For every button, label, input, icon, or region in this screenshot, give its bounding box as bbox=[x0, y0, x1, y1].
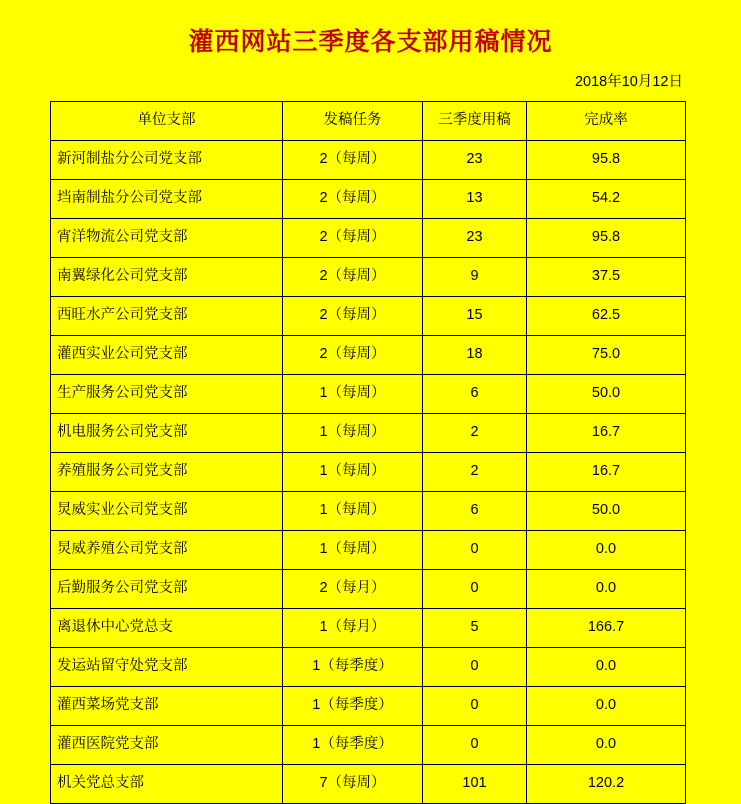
cell-unit: 灌西菜场党支部 bbox=[51, 687, 283, 726]
cell-unit: 发运站留守处党支部 bbox=[51, 648, 283, 687]
table-header-row bbox=[51, 102, 686, 141]
cell-unit: 垱南制盐分公司党支部 bbox=[51, 180, 283, 219]
cell-used: 23 bbox=[423, 141, 527, 180]
cell-used: 5 bbox=[423, 609, 527, 648]
table-row bbox=[51, 375, 686, 414]
cell-task: 1（每月） bbox=[283, 609, 423, 648]
cell-unit: 炅威养殖公司党支部 bbox=[51, 531, 283, 570]
cell-task: 1（每周） bbox=[283, 453, 423, 492]
cell-used: 6 bbox=[423, 492, 527, 531]
table-row bbox=[51, 570, 686, 609]
cell-unit: 灌西实业公司党支部 bbox=[51, 336, 283, 375]
cell-used: 0 bbox=[423, 687, 527, 726]
cell-task: 2（每周） bbox=[283, 258, 423, 297]
cell-used: 13 bbox=[423, 180, 527, 219]
cell-task: 2（每周） bbox=[283, 336, 423, 375]
cell-unit: 炅威实业公司党支部 bbox=[51, 492, 283, 531]
cell-rate: 0.0 bbox=[527, 648, 686, 687]
table-row bbox=[51, 765, 686, 804]
cell-task: 1（每季度） bbox=[283, 726, 423, 765]
cell-task: 2（每周） bbox=[283, 297, 423, 336]
cell-task: 7（每周） bbox=[283, 765, 423, 804]
table-row bbox=[51, 531, 686, 570]
cell-rate: 0.0 bbox=[527, 531, 686, 570]
table-row bbox=[51, 297, 686, 336]
cell-unit: 后勤服务公司党支部 bbox=[51, 570, 283, 609]
table-row bbox=[51, 336, 686, 375]
cell-rate: 95.8 bbox=[527, 141, 686, 180]
cell-used: 15 bbox=[423, 297, 527, 336]
table-row bbox=[51, 180, 686, 219]
cell-task: 1（每季度） bbox=[283, 687, 423, 726]
cell-task: 2（每周） bbox=[283, 180, 423, 219]
cell-used: 101 bbox=[423, 765, 527, 804]
cell-unit: 离退休中心党总支 bbox=[51, 609, 283, 648]
table-row bbox=[51, 453, 686, 492]
table-row bbox=[51, 492, 686, 531]
cell-rate: 50.0 bbox=[527, 492, 686, 531]
cell-task: 1（每周） bbox=[283, 414, 423, 453]
cell-rate: 16.7 bbox=[527, 453, 686, 492]
cell-used: 0 bbox=[423, 648, 527, 687]
cell-used: 23 bbox=[423, 219, 527, 258]
cell-rate: 95.8 bbox=[527, 219, 686, 258]
cell-unit: 新河制盐分公司党支部 bbox=[51, 141, 283, 180]
cell-task: 2（每周） bbox=[283, 141, 423, 180]
cell-rate: 0.0 bbox=[527, 726, 686, 765]
table-row bbox=[51, 141, 686, 180]
cell-rate: 0.0 bbox=[527, 687, 686, 726]
cell-task: 1（每季度） bbox=[283, 648, 423, 687]
table-body bbox=[51, 141, 686, 804]
cell-rate: 37.5 bbox=[527, 258, 686, 297]
cell-rate: 16.7 bbox=[527, 414, 686, 453]
cell-task: 1（每周） bbox=[283, 531, 423, 570]
table-container bbox=[0, 101, 741, 804]
page-title: 灌西网站三季度各支部用稿情况 bbox=[188, 29, 553, 56]
cell-unit: 灌西医院党支部 bbox=[51, 726, 283, 765]
cell-task: 2（每周） bbox=[283, 219, 423, 258]
column-header-used: 三季度用稿 bbox=[423, 102, 527, 141]
cell-rate: 0.0 bbox=[527, 570, 686, 609]
cell-rate: 50.0 bbox=[527, 375, 686, 414]
cell-unit: 机关党总支部 bbox=[51, 765, 283, 804]
table-row bbox=[51, 687, 686, 726]
report-table bbox=[50, 101, 686, 804]
table-row bbox=[51, 726, 686, 765]
cell-rate: 62.5 bbox=[527, 297, 686, 336]
cell-unit: 西旺水产公司党支部 bbox=[51, 297, 283, 336]
cell-used: 6 bbox=[423, 375, 527, 414]
cell-rate: 75.0 bbox=[527, 336, 686, 375]
cell-used: 2 bbox=[423, 414, 527, 453]
cell-used: 18 bbox=[423, 336, 527, 375]
cell-rate: 54.2 bbox=[527, 180, 686, 219]
cell-unit: 机电服务公司党支部 bbox=[51, 414, 283, 453]
table-row bbox=[51, 648, 686, 687]
table-row bbox=[51, 414, 686, 453]
table-row bbox=[51, 609, 686, 648]
cell-task: 1（每周） bbox=[283, 375, 423, 414]
cell-rate: 120.2 bbox=[527, 765, 686, 804]
cell-unit: 南翼绿化公司党支部 bbox=[51, 258, 283, 297]
table-row bbox=[51, 219, 686, 258]
cell-used: 0 bbox=[423, 531, 527, 570]
column-header-task: 发稿任务 bbox=[283, 102, 423, 141]
cell-unit: 养殖服务公司党支部 bbox=[51, 453, 283, 492]
column-header-unit: 单位支部 bbox=[51, 102, 283, 141]
cell-task: 2（每月） bbox=[283, 570, 423, 609]
cell-task: 1（每周） bbox=[283, 492, 423, 531]
cell-used: 9 bbox=[423, 258, 527, 297]
cell-unit: 生产服务公司党支部 bbox=[51, 375, 283, 414]
cell-unit: 宵洋物流公司党支部 bbox=[51, 219, 283, 258]
document-date: 2018年10月12日 bbox=[574, 74, 683, 90]
table-row bbox=[51, 258, 686, 297]
cell-used: 0 bbox=[423, 726, 527, 765]
cell-used: 2 bbox=[423, 453, 527, 492]
cell-used: 0 bbox=[423, 570, 527, 609]
cell-rate: 166.7 bbox=[527, 609, 686, 648]
table-header bbox=[51, 102, 686, 141]
column-header-rate: 完成率 bbox=[527, 102, 686, 141]
